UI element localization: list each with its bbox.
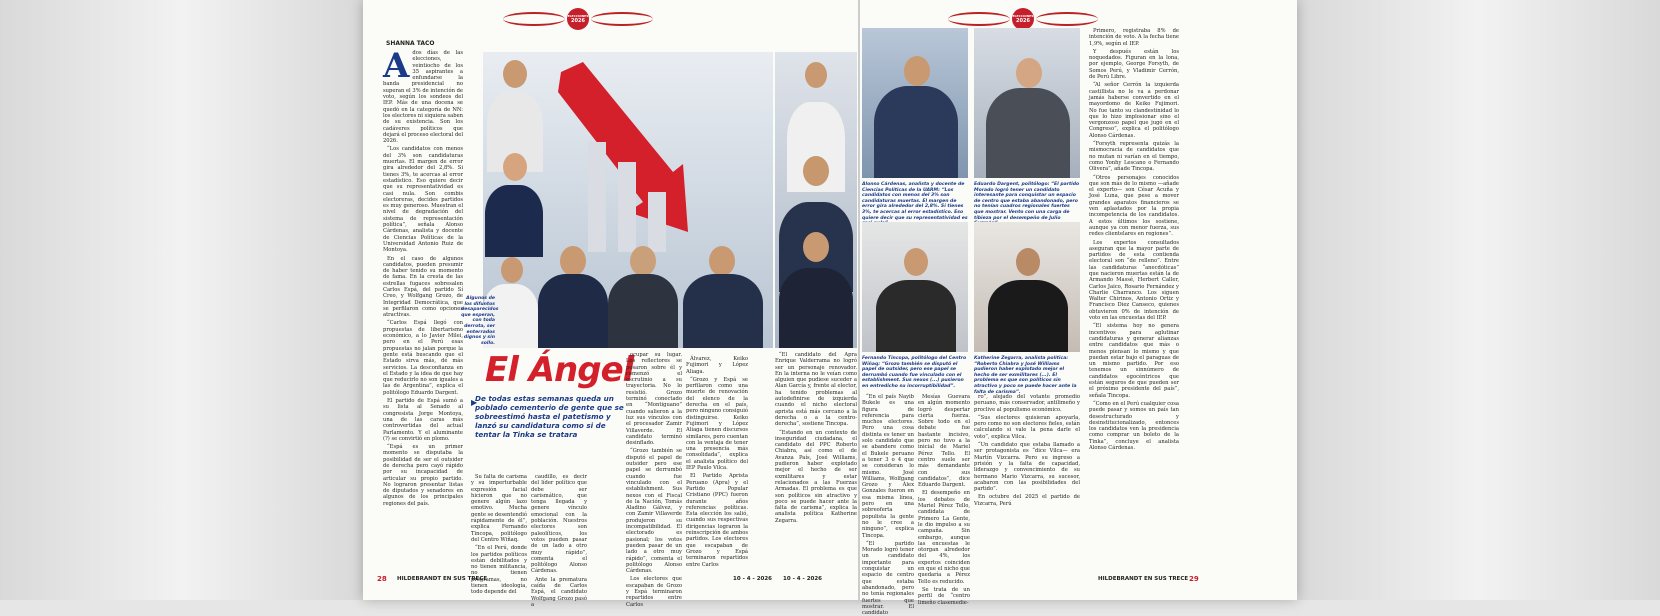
paragraph: “El partido Morado logró tener un candidato importante para conquistar un espacio de centro que estaba abandonado, pero no tenía regionales fuertes que mostrar. El candidato <box>862 540 914 616</box>
article-column-10 <box>1089 28 1179 572</box>
article-column-3 <box>531 474 587 608</box>
fernando-tincopa-photo <box>862 222 968 352</box>
ribbon-left-icon <box>503 12 565 26</box>
paragraph: “Espá es un primer momento se disputaba la posibilidad de ser el outsider de derecha pero cayó rápido por su incapacidad de articular su propio partido. No lograron presentar listas de diputados y senadores en algunos de los principales regiones del país. <box>383 444 463 507</box>
paragraph: Se trata de un perfil de “centro limeño clasemedie- <box>918 586 970 606</box>
candidates-collage-photo <box>483 52 773 348</box>
paragraph: “En el Perú, donde los partidos políticos están debilitados y no tienen militancia, no tienen programas, no tienen ideología, todo depende del <box>471 545 527 596</box>
article-column-1 <box>383 46 463 572</box>
headline: El Ángel <box>485 350 634 390</box>
footer-brand-left: HILDEBRANDT EN SUS TRECE <box>397 576 488 582</box>
paragraph: Álvarez, Keiko Fujimori y López Aliaga. <box>686 356 748 375</box>
alonso-caption: Alonso Cárdenas, analista y docente de Ciencias Políticas de la UARM: “Los candidatos con menos del 3% son candidaturas muertas. El margen de error gira alrededor del 2,8%. Si tienes 3%, te acercas al error estadístico. Eso quiere decir que su representatividad es <box>862 182 968 221</box>
article-column-8 <box>918 394 970 606</box>
candidate-photo <box>483 147 543 257</box>
ribbon-left-icon <box>948 12 1010 26</box>
candidate-photo <box>683 238 763 348</box>
paragraph: “Otros personajes conocidos que son más de lo mismo —añade el experto— son César Acuña y José Luna, que pese a mover grandes aparatos financieros se ven aplastados por la propia incompetencia de los candidatos. A estos últimos los sostiene, aunque ya con menor fuerza, sus redes clientelares en regiones”. <box>1089 174 1179 238</box>
paragraph: “Grozo también se disputó el papel de outsider pero ese papel se derrumbó cuando fue vinculado con el establishment. Sus nexos con el Fiscal de la Nación, Tomás Aladino Gálvez, y con Zamir Villaverde produjeron su incompatibilidad. El electorado es pasional; los votos pueden pasar de un lado a otro muy rápido”, comenta el politólogo Alonso Cárdenas. <box>626 448 682 575</box>
background-right <box>1297 0 1660 600</box>
paragraph: “Los candidatos con menos del 3% son candidaturas muertas. El margen de error gira alrededor del 2,8%. Si tienes 3%, te acercas al error estadístico. Eso quiere decir que su representatividad es casi nula. Son combis electoreras, decides partidos es muy generoso. Muestran el nivel de degradación del sistema de representación política”, señala Alonso Cárdenas, analista y docente de Ciencias Políticas de la Universidad Antonio Ruiz de Montoya. <box>383 146 463 254</box>
ribbon-right-icon <box>1036 12 1098 26</box>
paragraph: Los electores que escapaban de Grozo y Espá terminaron repartidos entre Carlos <box>626 576 682 608</box>
candidate-photo <box>779 228 853 348</box>
footer-date-right: 10 - 4 - 2026 <box>783 576 823 582</box>
paragraph: “Como en el Perú cualquier cosa puede pasar y somos un país tan desestructurado y desinstitucionalizado, entonces los candidatos ven la presidencia como comprar un boleto de la Tinka”, concluye el analista Alonso Cárdenas. <box>1089 400 1179 451</box>
paragraph: En octubre del 2025 el partido de Vizcarra, Perú <box>974 494 1080 507</box>
background-left <box>0 0 363 600</box>
paragraph: Mesías Guevara en algún momento logró despertar cierta fuerza. Sobre todo en el debate fue bastante incisivo, pero no tuvo a la inicial de Mariel Pérez Tello. El centro suele ser más demandante con sus candidatos”, dice Eduardo Dargent. <box>918 394 970 489</box>
eduardo-dargent-photo <box>974 28 1080 178</box>
paragraph: ocupar su lugar. Los reflectores se posaron sobre él y comenzó el escrutinio a su trayectoria. No lo resistió. Grozo terminó conectado en “Montiguano” cuando salieron a la luz sus vínculos con el procesador Zamir Villaverde. El candidato terminó desinflado. <box>626 352 682 447</box>
paragraph: Ante la prematura caída de Carlos Espá, el candidato Wolfgang Grozo pasó a <box>531 576 587 608</box>
candidate-photo <box>608 238 678 348</box>
footer-brand-right: HILDEBRANDT EN SUS TRECE <box>1098 576 1189 582</box>
subheadline: De todas estas semanas queda un poblado cementerio de gente que se sobreestimó hasta el patetismo y lanzó su candidatura como si de tentar la Tinka se tratara <box>475 394 624 439</box>
paragraph: “El candidato del Apra Enrique Valderrama no logró ser un personaje renovador. En la interna no le veían como alguien que pudiese suceder a Alan García y, frente al elector, ha tenido problemas al autodefinirse de izquierda cuando el nicho electoral aprista está más cercano a la derecha o a la centro-derecha”, sostiene Tincopa. <box>775 352 857 428</box>
paragraph: “Grozo y Espá se perfilaron como una muerte de renovación del elenco de la derecha en el país, pero ninguno consiguió distinguirse. Keiko Fujimori y López Aliaga tienen discursos similares, pero cuentan con la ventaja de tener una presencia más consolidada”, explica el analista político del IEP Paulo Vilca. <box>686 376 748 472</box>
paragraph: En el caso de algunos candidatos, pueden presumir de haber tenido su momento de fama. En la cresta de las estrellas fugaces sobresalen Carlos Espá, del partido Sí Creo, y Wolfgang Grozo, de Integridad Democrática, que se perfilaron como opciones atractivas. <box>383 255 463 319</box>
katherine-caption: Katherine Zegarra, analista política: “Roberto Chiabra y José Williams pudieron haber explotado mejor el hecho de ser exmilitares (...). El problema es que son políticos sin atractivo y poco se puede hacer ante la falta de carisma”. <box>974 356 1077 395</box>
page-number-left: 28 <box>377 575 387 583</box>
katherine-zegarra-photo <box>974 222 1080 352</box>
paragraph: “Forsyth representa quizás la mismocracia de candidatos que no mutan ni varían en el tiempo, como Yonhy Lescano o Fernando Olivera”, añade Tincopa. <box>1089 141 1179 173</box>
column-1-text <box>383 46 463 507</box>
paragraph: dos días de las elecciones, veintiocho de los 35 aspirantes a enfundarse la banda presidencial no superan el 3% de intención de voto, según los sondeos del IEP. Más de una docena se quedó en la categoría de NN: los electores ni siquiera saben de su existencia. Son los cadáveres políticos que dejará el proceso electoral del 2026. <box>383 50 463 145</box>
page-fold <box>858 0 860 600</box>
article-column-5 <box>686 356 748 572</box>
author-byline: SHANNA TACO <box>386 40 435 47</box>
article-column-7 <box>862 394 914 616</box>
ribbon-right-icon <box>591 12 653 26</box>
paragraph: Primero, registraba 8% de intención de voto. A la fecha tiene 1,9%, según el IEP. <box>1089 28 1179 47</box>
paragraph: “El sistema hoy no genera incentivos para aglutinar candidaturas y generar alianzas entre candidatos que más o menos piensan lo mismo y que puedan estar bajo el paraguas de un mismo partido. Por eso tenemos un sinnúmero de candidatos egocéntricos que están seguros de que pueden ser el próximo presidente del país”, señala Tincopa. <box>1089 323 1179 399</box>
collage-caption: Algunos de los difuntos desaparecidos que esperan, con toda derrota, ser enterrados dignos y sin sollo. <box>461 296 499 346</box>
election-badge-left <box>503 8 653 30</box>
paragraph: Su falta de carisma y su imperturbable expresión facial hicieron que no genere algún lazo emotivo. Mucha gente se desentendió rápidamente de él”, explica Fernando Tincopa, politólogo del Centro Wiñaq. <box>471 474 527 543</box>
paragraph: ro”, alejado del votante promedio peruano, más conservador, antilimeño y proclive al populismo económico. <box>974 394 1080 413</box>
paragraph: El desempeño en los debates de Mariel Pérez Tello, candidata de Primero La Gente, le dio impulso a su campaña. Sin embargo, aunque las encuestas le otorgan alrededor del 4%, los expertos coinciden en que el nicho que quedaría a Pérez Tello es reducido. <box>918 490 970 585</box>
paragraph: “Carlos Espá llegó con propuestas de libertarismo económico, a lo Javier Milei, pero en el Perú esas propuestas no jalan porque la gente está buscando que el Estado sirva más, dé más servicios. La desconfianza en el Estado y la idea de que hay que reducirlo no son iguales a las de Argentina”, explica el politólogo Eduardo Dargent. <box>383 320 463 396</box>
footer-date-left: 10 - 4 - 2026 <box>733 576 773 582</box>
paragraph: Los expertos consultados aseguran que la mayor parte de partidos de esta contienda electoral son “de relleno”. Entre las candidaturas “anecdóticas” que nacieron muertas están la de Armando Massé, Herbert Caller, Carlos Jaico, Rosario Fernández y Charlie Charranco. Los siguen Walter Chirinos, Antonio Ortiz y Francisco Diez Canseco, quienes obtuvieron 0% de intención de voto en las encuestas del IEP. <box>1089 239 1179 322</box>
article-column-9 <box>974 394 1080 572</box>
article-column-6 <box>775 352 857 572</box>
paragraph: Y después están los noquedados. Figuran en la lona, por ejemplo, George Forsyth, de Somos Perú, y Vladimir Cerrón, de Perú Libre. <box>1089 48 1179 81</box>
paragraph: “Sus electores quisieran apoyarla, pero como no son electores fieles, están calculando si vale la pena darle el voto”, explica Vilca. <box>974 414 1080 440</box>
candidate-photo <box>538 238 608 348</box>
page-number-right: 29 <box>1189 575 1199 583</box>
election-seal: ELECCIONES 2026 <box>1012 8 1034 30</box>
subhead-bullet-icon: ▶ <box>471 398 478 407</box>
paragraph: El Partido Aprista Peruano (Apra) y el Partido Popular Cristiano (PPC) fueron durante años referencias políticas. Esta elección los salió, cuando sus respectivas dirigencias lograron la reinscripción de ambos partidos. Los electores que escapaban de Grozo y Espá terminaron repartidos entre Carlos <box>686 473 748 568</box>
paragraph: caudillo, es decir del líder político que debe ser carismático, que tenga llegada y genere vínculo emocional con la población. Nuestros electores son paleolíticos, los votos pueden pasar de un lado a otro muy rápido”, comenta el politólogo Alonso Cárdenas. <box>531 474 587 575</box>
alonso-cardenas-photo <box>862 28 968 178</box>
paragraph: “Estando en un contexto de inseguridad ciudadana, el candidato del PPC Roberto Chiabra, así como el de Avanza País, José Williams, pudieron haber explotado mejor el hecho de ser exmilitares y estar relacionados a las Fuerzas Armadas. El problema es que son políticos sin atractivo y poco se puede hacer ante la falta de carisma”, explica la analista política Katherine Zegarra. <box>775 429 857 524</box>
paragraph: El partido de Espá sumó a su lista al Senado al congresista Jorge Montoya, una de las caras más controvertidas del actual Parlamento. Y el aluminante (?) se convirtió en plomo. <box>383 398 463 442</box>
election-badge-right <box>948 8 1098 30</box>
article-column-4 <box>626 352 682 608</box>
election-seal: ELECCIONES 2026 <box>567 8 589 30</box>
newspaper-spread <box>363 0 1297 616</box>
politician-photo-column <box>775 52 857 348</box>
eduardo-caption: Eduardo Dargent, politólogo: “El partido Morado logró tener un candidato interesante para conquistar un espacio de centro que estaba abandonado, pero no tenían cuadros regionales fuertes que mostrar. Vento con una carga de tibieza por el desempeño de Julio <box>974 182 1080 221</box>
drop-cap: A <box>383 46 410 86</box>
paragraph: “En el país Nayib Bukele es una figura de referencia para muchos electores. Pero una cosa distinta es tener un solo candidato que se abandere como el Bukele peruano a tener 3 o 4 que se consideran lo mismo. José Williams, Wolfgang Grozo y Álex Gonzales fueron en esa misma línea, pero en una sobreoferta populista la gente no le cree a ninguno”, explica Tincopa. <box>862 394 914 539</box>
paragraph: “Un candidato que estaba llamado a ser protagonista es “dice Vilca— era Martín Vizcarra. Pero su ingreso a prisión y la falta de capacidad, liderazgo y convencimiento de su hermano Mario Vizcarra, su sucesor, acabaron con las posibilidades del partido”. <box>974 442 1080 493</box>
fernando-caption: Fernando Tincopa, politólogo del Centro Wiñaq: “Grozo también se disputó el papel de outsider, pero ese papel se derrumbó cuando fue vinculado con el establishment. Sus nexos (...) pusieron en entredicho su incorruptibilidad”. <box>862 356 967 389</box>
paragraph: “Al señor Cerrón la izquierda castillista no le va a perdonar jamás haberse convertido en el mayordomo de Keiko Fujimori. No fue tanto su clandestinidad lo que lo hizo implosionar sino el vergonzoso papel que jugó en el Congreso”, explica el politólogo Alonso Cárdenas. <box>1089 82 1179 139</box>
article-column-2 <box>471 474 527 596</box>
